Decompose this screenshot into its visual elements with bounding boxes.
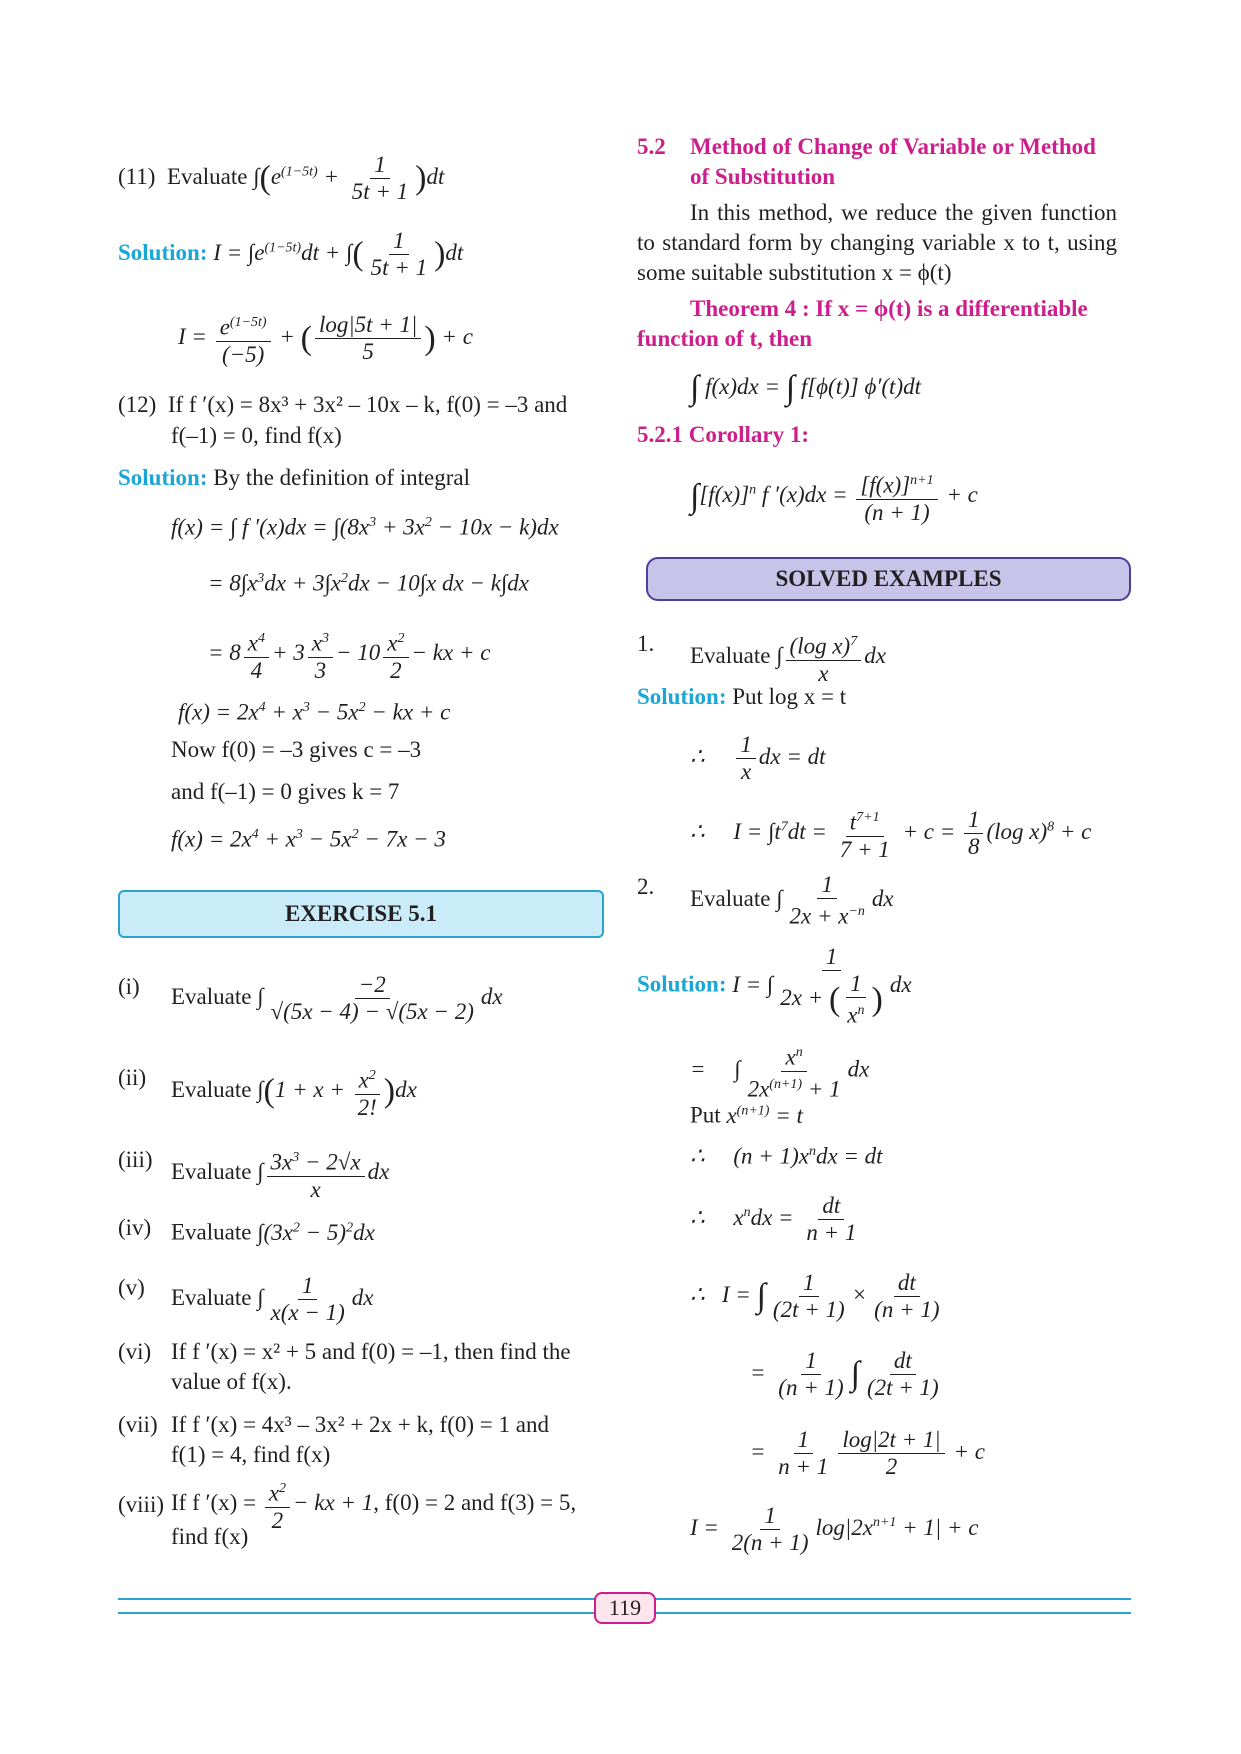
solution-label: Solution: (118, 239, 208, 265)
q11-result: I = $\frac{e^{(1-5t)}}{(-5)}$ + ( $\frac{\log|5t + 1|}{5}$ ) + c (178, 310, 473, 368)
q12-step-2: = $8\int x^3dx + 3\int x^2dx - 10\int x$ dx − k∫dx (208, 570, 529, 596)
corollary-heading: 5.2.1 Corollary 1: (637, 422, 810, 447)
q12-statement (118, 390, 567, 420)
q11-solution-line: Solution: $I = \int e^{(1-5t)}dt$ + ∫( $\frac{1}{5t + 1}$ )dt (118, 228, 464, 280)
exercise-item-vii-line2: f(1) = 4, find f(x) (171, 1442, 331, 1467)
theorem-formula: ∫ f(x)dx = ∫ f[ϕ(t)] ϕ′(t)dt (690, 369, 922, 407)
q12-final: $f(x) = 2x^4 + x^3 - 5x^2 - 7x - 3$ (171, 826, 446, 852)
exercise-num: (ii) (118, 1065, 147, 1090)
exercise-text-after: , f(0) = 2 and f(3) = 5, (373, 1490, 577, 1516)
exercise-item-vi (118, 1337, 571, 1367)
solution-label-4: Solution: (637, 971, 727, 997)
exercise-num: (v) (118, 1275, 145, 1300)
theorem-line2: function of t, then (637, 326, 813, 351)
example-1-step-1: ∴ $\frac{1}{x}$ dx = dt (690, 732, 826, 784)
page-number-text: 119 (608, 1595, 642, 1620)
exercise-item-ii: (ii) Evaluate ∫(1 + x + $\frac{x^2}{2!}$ )dx (118, 1065, 417, 1120)
example-1-step-2: ∴ $I = \int t^7dt$ = $\frac{t^{7+1}}{7 + 1}$ + c = $\frac{1}{8}$ (log x)$^8$ + c (690, 805, 1091, 863)
q12-step-1: f(x) = ∫ f $'(x)dx = \int(8x^3 + 3x^2 - 10x - k)dx$ (171, 514, 559, 540)
example-2-step-1: = ∫ $\frac{x^n}{2x^{(n+1)} + 1}$ dx (690, 1040, 869, 1102)
example-2-step-5: = $\frac{1}{(n + 1)}$ ∫ $\frac{dt}{(2t + 1)}$ (750, 1348, 939, 1400)
exercise-num: (vii) (118, 1412, 158, 1437)
example-2-step-3: ∴ $x^ndx$ = $\frac{dt}{n + 1}$ (690, 1193, 857, 1245)
section-heading (637, 132, 1096, 162)
solution-label-3: Solution: (637, 684, 727, 709)
exercise-item-vii (118, 1410, 549, 1440)
example-2-step-6: = $\frac{1}{n + 1}$ $\frac{\log|2t + 1|}{2}$ + c (750, 1427, 985, 1479)
q11-text: Evaluate (166, 163, 248, 189)
exercise-text: Evaluate (171, 1077, 252, 1103)
example-number: 2. (637, 874, 655, 899)
exercise-text: Evaluate (171, 1219, 252, 1245)
exercise-text: If f ′(x) = (171, 1490, 257, 1516)
solved-examples-banner (646, 557, 1131, 601)
exercise-item-iv: (iv) Evaluate $\int(3x^2 - 5)^2dx$ (118, 1215, 375, 1245)
example-2-statement: 2. Evaluate ∫ $\frac{1}{2x + x^{-n}}$ dx (637, 872, 894, 929)
exercise-text: If f ′(x) = x² + 5 and f(0) = –1, then find the (171, 1339, 571, 1364)
section-title-line2: of Substitution (690, 164, 836, 189)
example-text: Evaluate (690, 886, 771, 912)
q12-now-line: Now f(0) = –3 gives c = –3 (171, 737, 422, 762)
section-title: Method of Change of Variable or Method (690, 134, 1096, 159)
example-1-solution (637, 682, 846, 712)
exercise-title: EXERCISE 5.1 (284, 901, 438, 926)
exercise-text: Evaluate (171, 1159, 252, 1185)
example-2-final: I = $\frac{1}{2(n + 1)}$ $\log|2x^{n+1} + 1| + c$ (690, 1503, 979, 1555)
q12-line1: If f ′(x) = 8x³ + 3x² – 10x – k, f(0) = –3 and (167, 392, 568, 417)
example-text: Evaluate (690, 643, 771, 669)
q12-solution-text: By the definition of integral (213, 465, 471, 490)
example-2-step-2: ∴ $(n + 1)x^ndx$ = dt (690, 1143, 883, 1169)
q12-statement-line2: f(–1) = 0, find f(x) (171, 423, 342, 448)
exercise-banner (118, 890, 604, 938)
exercise-item-i: (i) Evaluate ∫ $\frac{-2}{√(5x - 4) - √(5x - 2)}$ dx (118, 972, 503, 1024)
exercise-text: Evaluate (171, 1284, 252, 1310)
exercise-text: Evaluate (171, 983, 252, 1009)
q12-step-3: = 8 $\frac{x^4}{4}$ + 3 $\frac{x^3}{3}$ − 10 $\frac{x^2}{2}$ − kx + c (208, 626, 490, 684)
example-2-solution: Solution: I = ∫ 1 2x + ( $\frac{1}{x^n}$ ) dx (637, 944, 912, 1028)
corollary-formula: $\int[f(x)]^n$ f ′(x)dx = $\frac{[f(x)]^{n+1}}{(n + 1)}$ + c (690, 468, 978, 526)
section-intro: In this method, we reduce the given function to standard form by changing variable x to t, using some suitable substitution x = ϕ(t) (637, 200, 1117, 285)
exercise-num: (i) (118, 974, 140, 999)
section-number: 5.2 (637, 134, 666, 159)
exercise-num: (iii) (118, 1147, 153, 1172)
example-number: 1. (637, 631, 655, 656)
q12-and-line: and f(–1) = 0 gives k = 7 (171, 779, 400, 804)
exercise-num: (vi) (118, 1339, 152, 1364)
theorem-line1: Theorem 4 : If x = ϕ(t) is a differentiable (690, 296, 1088, 321)
q11-statement: (11) Evaluate $\int(e^{(1-5t)}$ + $\frac{1}{5t + 1}$ )dt (118, 152, 445, 204)
exercise-num: (iv) (118, 1215, 152, 1240)
exercise-num: (viii) (118, 1492, 164, 1517)
exercise-item-viii: (viii) If f ′(x) = $\frac{x^2}{2}$ − kx + 1, f(0) = 2 and f(3) = 5, (118, 1490, 164, 1520)
q11-number: (11) (118, 163, 156, 189)
q12-number: (12) (118, 392, 157, 417)
example-1-put: Put log x = t (732, 684, 847, 709)
exercise-item-vi-line2: value of f(x). (171, 1369, 292, 1394)
solution-label-2: Solution: (118, 465, 208, 490)
example-1-statement: 1. Evaluate ∫ $\frac{(\log x)^7}{x}$ dx (637, 631, 886, 686)
exercise-item-v: (v) Evaluate ∫ $\frac{1}{x(x - 1)}$ dx (118, 1273, 374, 1325)
solved-examples-title: SOLVED EXAMPLES (775, 566, 1002, 591)
example-2-put: Put $x^{(n+1)} = t$ (690, 1102, 803, 1128)
exercise-text: If f ′(x) = 4x³ – 3x² + 2x + k, f(0) = 1 and (171, 1412, 549, 1437)
q12-step-4: $f(x) = 2x^4 + x^3 - 5x^2$ − kx + c (178, 699, 451, 725)
example-2-put-label: Put (690, 1102, 721, 1128)
page-number (594, 1592, 656, 1624)
exercise-item-viii-line2: find f(x) (171, 1524, 249, 1549)
exercise-item-iii: (iii) Evaluate ∫ $\frac{3x^3 - 2√x}{x}$ dx (118, 1147, 390, 1202)
q12-solution (118, 463, 470, 493)
example-2-step-4: ∴ I = ∫ $\frac{1}{(2t + 1)}$ × $\frac{dt}{(n + 1)}$ (690, 1270, 940, 1322)
